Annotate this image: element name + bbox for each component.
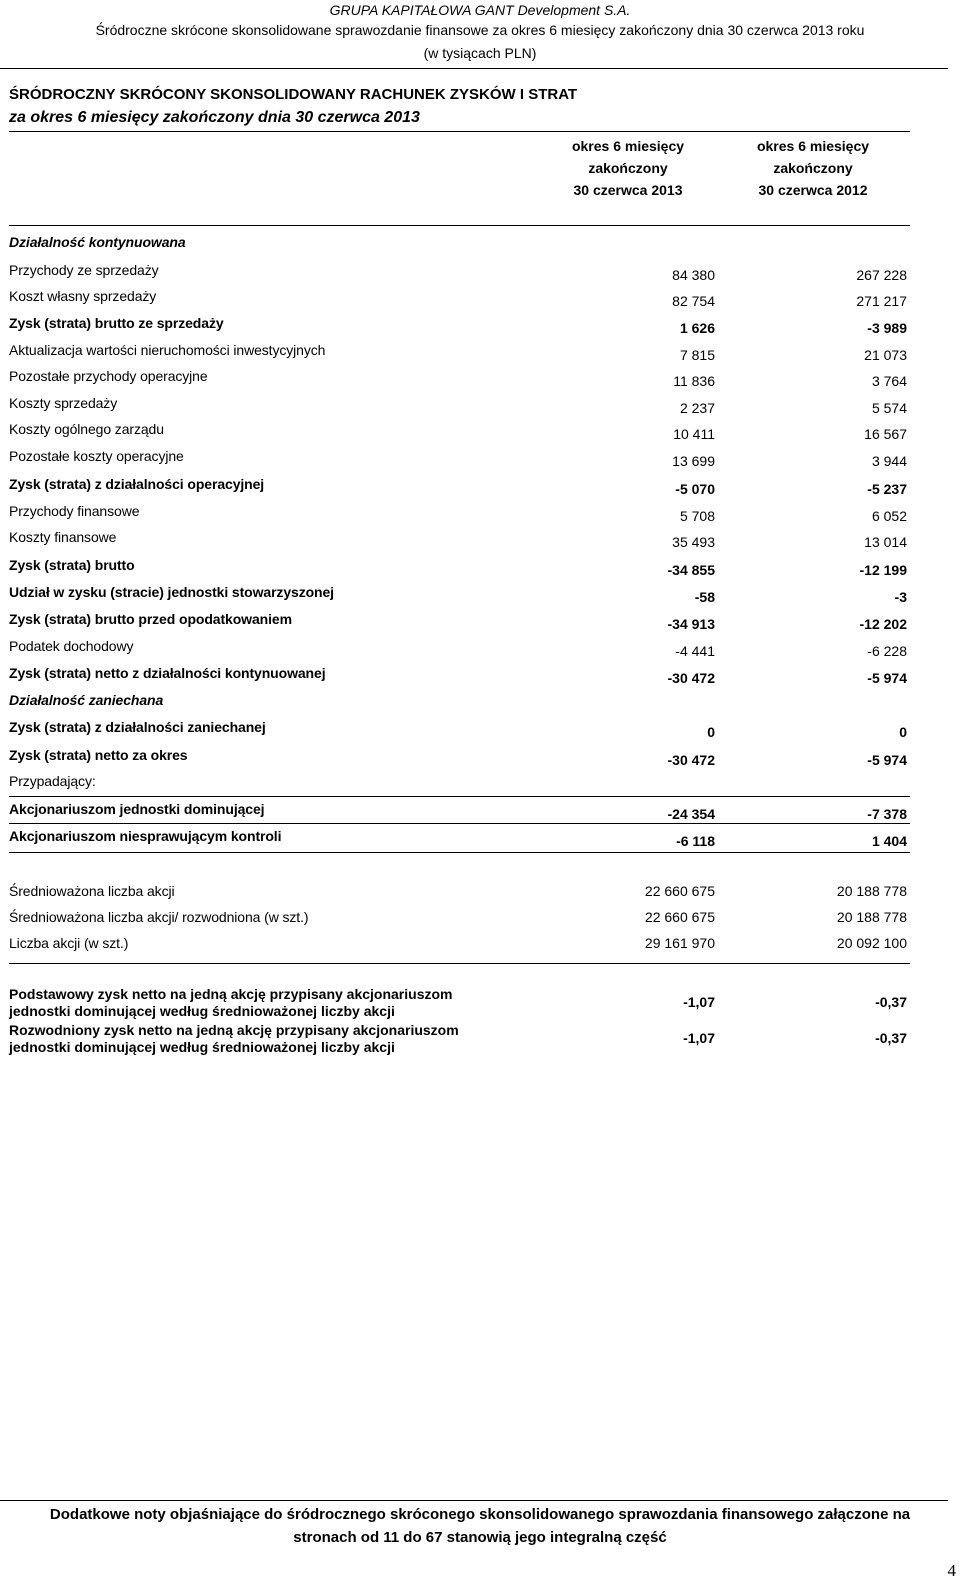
footer-line-1: Dodatkowe noty objaśniające do śródrocznego skróconego skonsolidowanego sprawozdania finansowego załączone na bbox=[49, 1506, 911, 1523]
row-label: Pozostałe przychody operacyjne bbox=[9, 368, 208, 384]
row-label: Zysk (strata) netto za okres bbox=[9, 747, 188, 763]
value-2012: 1 404 bbox=[871, 833, 907, 849]
page-number: 4 bbox=[947, 1561, 956, 1580]
statement-period: za okres 6 miesięcy zakończony dnia 30 czerwca 2013 bbox=[9, 109, 420, 126]
value-2013: -1,07 bbox=[683, 994, 715, 1010]
value-2013: 22 660 675 bbox=[644, 909, 715, 925]
value-2012: -12 202 bbox=[859, 616, 907, 632]
row-label: Podatek dochodowy bbox=[9, 638, 134, 654]
value-2013: 13 699 bbox=[672, 453, 715, 469]
value-2013: 82 754 bbox=[672, 293, 715, 309]
row-label: Działalność kontynuowana bbox=[9, 234, 186, 250]
table-row bbox=[9, 692, 910, 718]
table-row bbox=[9, 503, 910, 529]
row-label: Przypadający: bbox=[9, 773, 96, 789]
statement-title: ŚRÓDROCZNY SKRÓCONY SKONSOLIDOWANY RACHUNEK ZYSKÓW I STRAT bbox=[9, 86, 578, 103]
row-label: Działalność zaniechana bbox=[9, 692, 164, 708]
value-2013: 10 411 bbox=[673, 426, 715, 442]
header-company: GRUPA KAPITAŁOWA GANT Development S.A. bbox=[329, 2, 631, 18]
row-label: Koszty sprzedaży bbox=[9, 395, 118, 411]
row-label: Koszt własny sprzedaży bbox=[9, 288, 157, 304]
row-label: Rozwodniony zysk netto na jedną akcję przypisany akcjonariuszom jednostki dominującej według średnioważonej liczby akcji bbox=[9, 1022, 459, 1055]
value-2012: -0,37 bbox=[875, 1030, 907, 1046]
table-row bbox=[9, 584, 910, 610]
value-2012: -3 989 bbox=[867, 320, 907, 336]
table-row bbox=[9, 368, 910, 394]
column-header-2013-line3: 30 czerwca 2013 bbox=[573, 182, 683, 198]
value-2013: 7 815 bbox=[679, 347, 715, 363]
footer-divider bbox=[0, 1500, 948, 1501]
value-2013: 84 380 bbox=[672, 267, 715, 283]
table-row bbox=[9, 448, 910, 474]
value-2013: 22 660 675 bbox=[644, 883, 715, 899]
row-label: Zysk (strata) z działalności zaniechanej bbox=[9, 719, 266, 735]
value-2012: -5 974 bbox=[867, 752, 907, 768]
column-header-2012-line1: okres 6 miesięcy bbox=[756, 138, 870, 154]
value-2013: -34 855 bbox=[667, 562, 715, 578]
value-2012: 3 944 bbox=[871, 453, 907, 469]
column-header-2012 bbox=[723, 135, 903, 201]
row-label: Koszty ogólnego zarządu bbox=[9, 421, 164, 437]
column-header-2012-line3: 30 czerwca 2012 bbox=[758, 182, 868, 198]
table-row bbox=[9, 906, 910, 932]
row-label: Akcjonariuszom niesprawującym kontroli bbox=[9, 828, 282, 844]
title-divider bbox=[9, 131, 910, 132]
value-2013: -34 913 bbox=[667, 616, 715, 632]
value-2013: 5 708 bbox=[679, 508, 715, 524]
value-2013: 1 626 bbox=[679, 320, 715, 336]
column-header-2012-line2: zakończony bbox=[773, 160, 853, 176]
table-row bbox=[9, 611, 910, 637]
value-2012: 20 188 778 bbox=[836, 883, 907, 899]
value-2012: 271 217 bbox=[856, 293, 907, 309]
value-2013: -5 070 bbox=[675, 481, 715, 497]
value-2013: -4 441 bbox=[675, 643, 715, 659]
row-label: Przychody ze sprzedaży bbox=[9, 262, 159, 278]
value-2013: -30 472 bbox=[667, 670, 715, 686]
row-divider bbox=[9, 796, 910, 797]
table-row bbox=[9, 262, 910, 288]
table-row bbox=[9, 638, 910, 664]
value-2012: -5 237 bbox=[867, 481, 907, 497]
row-label: Pozostałe koszty operacyjne bbox=[9, 448, 184, 464]
header-unit: (w tysiącach PLN) bbox=[423, 45, 537, 61]
table-row bbox=[9, 828, 910, 854]
table-row bbox=[9, 557, 910, 583]
row-divider bbox=[9, 852, 910, 853]
value-2013: -6 118 bbox=[676, 833, 715, 849]
header-subtitle: Śródroczne skrócone skonsolidowane sprawozdanie finansowe za okres 6 miesięcy zakończony dnia 30 czerwca 2013 roku bbox=[95, 22, 865, 38]
eps-diluted-row bbox=[9, 1022, 910, 1060]
shares-divider bbox=[9, 963, 910, 964]
row-label: Zysk (strata) brutto przed opodatkowaniem bbox=[9, 611, 292, 627]
row-label: Koszty finansowe bbox=[9, 529, 117, 545]
value-2013: -1,07 bbox=[683, 1030, 715, 1046]
row-label: Zysk (strata) brutto ze sprzedaży bbox=[9, 315, 224, 331]
column-header-2013-line1: okres 6 miesięcy bbox=[571, 138, 685, 154]
value-2012: -5 974 bbox=[867, 670, 907, 686]
value-2012: 16 567 bbox=[864, 426, 907, 442]
row-label: Aktualizacja wartości nieruchomości inwestycyjnych bbox=[9, 342, 326, 358]
table-row bbox=[9, 719, 910, 745]
value-2012: 20 188 778 bbox=[836, 909, 907, 925]
table-row bbox=[9, 529, 910, 555]
row-label: Średnioważona liczba akcji/ rozwodniona (w szt.) bbox=[9, 909, 309, 925]
footer-note bbox=[0, 1503, 960, 1549]
table-row bbox=[9, 395, 910, 421]
value-2012: -6 228 bbox=[867, 643, 907, 659]
value-2012: -0,37 bbox=[875, 994, 907, 1010]
value-2013: -30 472 bbox=[667, 752, 715, 768]
value-2013: 29 161 970 bbox=[644, 935, 715, 951]
value-2012: 6 052 bbox=[871, 508, 907, 524]
table-row bbox=[9, 315, 910, 341]
value-2012: 267 228 bbox=[856, 267, 907, 283]
value-2012: 20 092 100 bbox=[836, 935, 907, 951]
table-row bbox=[9, 747, 910, 773]
row-label: Udział w zysku (stracie) jednostki stowarzyszonej bbox=[9, 584, 334, 600]
table-row bbox=[9, 421, 910, 447]
table-row bbox=[9, 880, 910, 906]
value-2013: 35 493 bbox=[672, 534, 715, 550]
value-2012: 13 014 bbox=[864, 534, 907, 550]
value-2012: 0 bbox=[899, 724, 907, 740]
row-label: Przychody finansowe bbox=[9, 503, 140, 519]
column-header-2013 bbox=[538, 135, 718, 201]
value-2012: 21 073 bbox=[864, 347, 907, 363]
table-row bbox=[9, 476, 910, 502]
table-row bbox=[9, 288, 910, 314]
value-2012: -7 378 bbox=[867, 806, 907, 822]
row-label: Podstawowy zysk netto na jedną akcję przypisany akcjonariuszom jednostki dominującej według średnioważonej liczby akcji bbox=[9, 986, 453, 1019]
value-2012: 5 574 bbox=[871, 400, 907, 416]
row-label: Zysk (strata) z działalności operacyjnej bbox=[9, 476, 265, 492]
value-2013: 2 237 bbox=[679, 400, 715, 416]
table-row bbox=[9, 342, 910, 368]
value-2013: 0 bbox=[707, 724, 715, 740]
table-row bbox=[9, 665, 910, 691]
value-2013: -24 354 bbox=[667, 806, 715, 822]
footer-line-2: stronach od 11 do 67 stanowią jego integralną część bbox=[293, 1529, 667, 1546]
table-row bbox=[9, 932, 910, 958]
row-label: Liczba akcji (w szt.) bbox=[9, 935, 129, 951]
value-2012: -12 199 bbox=[859, 562, 907, 578]
value-2012: -3 bbox=[894, 589, 907, 605]
row-label: Średnioważona liczba akcji bbox=[9, 883, 175, 899]
eps-basic-row bbox=[9, 986, 910, 1024]
row-label: Zysk (strata) brutto bbox=[9, 557, 135, 573]
row-label: Akcjonariuszom jednostki dominującej bbox=[9, 801, 265, 817]
column-header-divider bbox=[9, 225, 910, 226]
header-divider bbox=[0, 68, 948, 69]
value-2013: 11 836 bbox=[673, 373, 715, 389]
row-label: Zysk (strata) netto z działalności kontynuowanej bbox=[9, 665, 326, 681]
table-row bbox=[9, 234, 910, 260]
value-2012: 3 764 bbox=[871, 373, 907, 389]
row-divider bbox=[9, 823, 910, 824]
column-header-2013-line2: zakończony bbox=[588, 160, 668, 176]
value-2013: -58 bbox=[694, 589, 715, 605]
